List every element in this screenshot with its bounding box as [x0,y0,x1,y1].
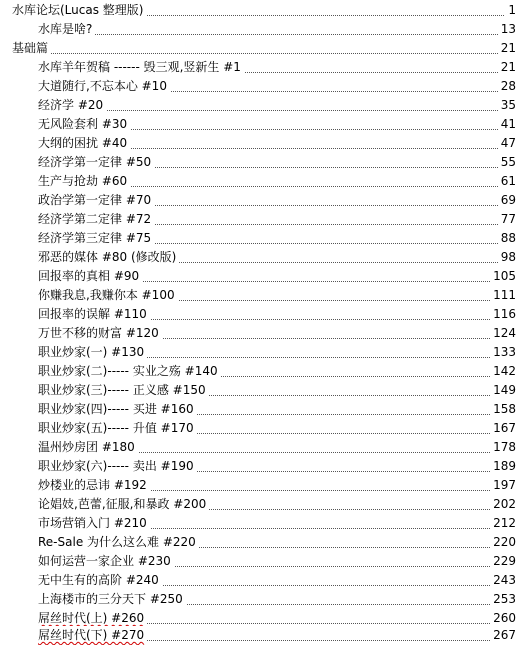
toc-entry[interactable] [38,590,516,609]
toc-entry-text: 政治学第一定律 #70 [38,191,154,210]
toc-entry-text: 水库羊年贺稿 ------ 毁三观,竖新生 #1 [38,58,244,77]
toc-entry-page: 1 [505,1,516,20]
toc-entry-page: 21 [498,39,516,58]
toc-entry-text: 无风险套利 #30 [38,115,130,134]
dot-leader [12,53,516,54]
toc-entry-text: 你赚我息,我赚你本 #100 [38,286,178,305]
toc-entry-page: 116 [490,305,516,324]
toc-entry-text: 如何运营一家企业 #230 [38,552,174,571]
toc-entry-title[interactable] [12,1,516,20]
toc-entry-text: 职业炒家(一) #130 [38,343,147,362]
toc-entry-page: 88 [498,229,516,248]
toc-entry-page: 229 [490,552,516,571]
toc-entry-page: 124 [490,324,516,343]
toc-entry-text: 回报率的真相 #90 [38,267,142,286]
toc-entry-text: 基础篇 [12,39,51,58]
toc-entry[interactable] [38,626,516,645]
toc-entry-text: 经济学第一定律 #50 [38,153,154,172]
toc-section-heading[interactable] [12,39,516,58]
toc-entry-text: 经济学第二定律 #72 [38,210,154,229]
toc-entry-page: 13 [498,20,516,39]
toc-entry[interactable] [38,343,516,362]
toc-entry-text: 水库是啥? [38,20,95,39]
toc-entry-page: 149 [490,381,516,400]
toc-entry[interactable] [38,419,516,438]
toc-entry[interactable] [38,381,516,400]
toc-entry-text: 万世不移的财富 #120 [38,324,162,343]
toc-entry-text: 大纲的困扰 #40 [38,134,130,153]
toc-entry-text: 无中生有的高阶 #240 [38,571,162,590]
toc-entry-text: 水库论坛(Lucas 整理版) [12,1,146,20]
toc-entry-text: Re-Sale 为什么这么难 #220 [38,533,199,552]
toc-entry-page: 21 [498,58,516,77]
toc-entry-page: 61 [498,172,516,191]
toc-entry-text: 生产与抢劫 #60 [38,172,130,191]
toc-entry-text: 大道随行,不忘本心 #10 [38,77,170,96]
toc-entry[interactable] [38,134,516,153]
toc-entry-page: 142 [490,362,516,381]
toc-entry-page: 105 [490,267,516,286]
toc-entry-page: 111 [490,286,516,305]
toc-entry-text: 职业炒家(四)----- 买进 #160 [38,400,197,419]
toc-entry[interactable] [38,20,516,39]
toc-entry[interactable] [38,96,516,115]
toc-entry-text: 屌丝时代(上) #260 [38,609,147,628]
toc-entry[interactable] [38,267,516,286]
toc-entry[interactable] [38,514,516,533]
toc-entry[interactable] [38,457,516,476]
toc-entry-text: 上海楼市的三分天下 #250 [38,590,186,609]
toc-entry[interactable] [38,58,516,77]
toc-entry-page: 243 [490,571,516,590]
toc-entry-text: 职业炒家(二)----- 实业之殇 #140 [38,362,221,381]
toc-entry-text: 经济学第三定律 #75 [38,229,154,248]
toc-entry-page: 202 [490,495,516,514]
toc-entry[interactable] [38,533,516,552]
toc-entry-page: 98 [498,248,516,267]
toc-entry-page: 47 [498,134,516,153]
toc-entry[interactable] [38,191,516,210]
toc-entry-page: 35 [498,96,516,115]
toc-entry-page: 260 [490,609,516,628]
toc-entry-page: 158 [490,400,516,419]
toc-entry[interactable] [38,362,516,381]
toc-entry-page: 197 [490,476,516,495]
toc-entry[interactable] [38,495,516,514]
toc-entry[interactable] [38,571,516,590]
toc-entry-text: 经济学 #20 [38,96,106,115]
toc-entry-page: 28 [498,77,516,96]
toc-entry-text: 论娼妓,芭蕾,征服,和暴政 #200 [38,495,209,514]
toc-entry-page: 212 [490,514,516,533]
toc-entry[interactable] [38,286,516,305]
toc-entry[interactable] [38,476,516,495]
toc-entry-page: 189 [490,457,516,476]
toc-entry[interactable] [38,400,516,419]
toc-entry-text: 炒楼业的忌讳 #192 [38,476,150,495]
toc-entry-page: 133 [490,343,516,362]
toc-entry-page: 178 [490,438,516,457]
toc-entry[interactable] [38,552,516,571]
toc-entry-text: 市场营销入门 #210 [38,514,150,533]
toc-entry-page: 41 [498,115,516,134]
toc-entry-text: 职业炒家(五)----- 升值 #170 [38,419,197,438]
toc-entry-page: 55 [498,153,516,172]
toc-entry[interactable] [38,153,516,172]
toc-entry-page: 167 [490,419,516,438]
toc-entry[interactable] [38,210,516,229]
toc-entry-text: 温州炒房团 #180 [38,438,138,457]
toc-entry-text: 回报率的误解 #110 [38,305,150,324]
toc-entry[interactable] [38,324,516,343]
toc-entry[interactable] [38,115,516,134]
dot-leader [38,110,516,111]
toc-entry-page: 267 [490,626,516,645]
toc-entry-page: 220 [490,533,516,552]
toc-entry-text: 屌丝时代(下) #270 [38,626,147,645]
toc-entry[interactable] [38,172,516,191]
toc-entry[interactable] [38,438,516,457]
toc-entry-text: 职业炒家(六)----- 卖出 #190 [38,457,197,476]
toc-entry[interactable] [38,305,516,324]
toc-entry-page: 77 [498,210,516,229]
toc-entry-text: 职业炒家(三)----- 正义感 #150 [38,381,209,400]
toc-entry-text: 邪恶的媒体 #80 (修改版) [38,248,179,267]
toc-entry-page: 253 [490,590,516,609]
toc-entry-page: 69 [498,191,516,210]
toc-entry[interactable] [38,248,516,267]
toc-entry[interactable] [38,229,516,248]
dot-leader [38,34,516,35]
toc-entry[interactable] [38,77,516,96]
